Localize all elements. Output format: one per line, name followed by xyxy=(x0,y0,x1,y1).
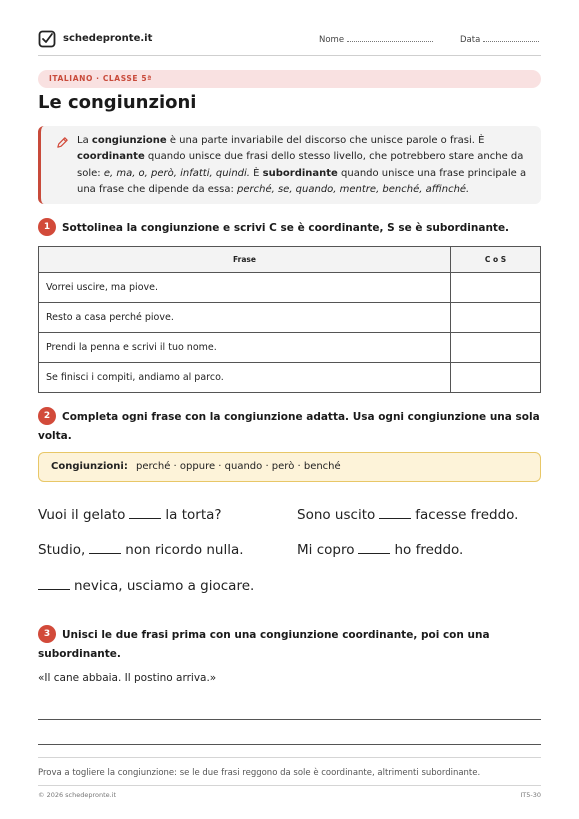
fill-sentence xyxy=(297,507,518,523)
word-bank-words: perché · oppure · quando · però · benché xyxy=(136,461,341,472)
date-line xyxy=(483,34,539,42)
sentence-cell: Vorrei uscire, ma piove. xyxy=(39,273,451,303)
exercise-instruction: Sottolinea la congiunzione e scrivi C se è coordinante, S se è subordinante. xyxy=(62,222,510,234)
exercise-3-heading xyxy=(38,626,541,666)
date-field[interactable] xyxy=(460,34,539,45)
blank-line[interactable] xyxy=(89,544,121,554)
sentence-end: ho freddo. xyxy=(394,542,464,558)
term-coordinante: coordinante xyxy=(77,151,145,163)
divider xyxy=(38,757,541,758)
exercise-2-heading xyxy=(38,408,541,448)
answer-cell[interactable] xyxy=(451,303,541,333)
sentence-start: Mi copro xyxy=(297,542,355,558)
intro-part: La xyxy=(77,135,92,146)
column-header-c-o-s: C o S xyxy=(451,247,541,273)
answer-line[interactable] xyxy=(38,719,541,720)
sentences-to-join: «Il cane abbaia. Il postino arriva.» xyxy=(38,672,217,684)
intro-part: È xyxy=(249,167,263,179)
name-field[interactable] xyxy=(319,34,433,45)
intro-part: quando unisce due frasi dello stesso livello, che potrebbero stare anche da sole: xyxy=(77,151,524,179)
exercise-number: 1 xyxy=(38,218,56,236)
pencil-icon xyxy=(56,136,69,149)
fill-sentence xyxy=(38,542,244,558)
answer-cell[interactable] xyxy=(451,363,541,393)
sentence-end: facesse freddo. xyxy=(415,507,519,523)
intro-part: quando unisce una frase principale a una frase che dipende da essa: xyxy=(77,167,527,195)
divider xyxy=(38,785,541,786)
blank-line[interactable] xyxy=(129,509,161,519)
sentence-start: Sono uscito xyxy=(297,507,376,523)
sentence-cell: Resto a casa perché piove. xyxy=(39,303,451,333)
answer-line[interactable] xyxy=(38,744,541,745)
footer-code: IT5-30 xyxy=(520,791,541,799)
table-row xyxy=(39,273,541,303)
intro-text xyxy=(77,133,537,198)
exercise-number: 3 xyxy=(38,625,56,643)
sentence-start: Vuoi il gelato xyxy=(38,507,126,523)
intro-box xyxy=(38,126,541,204)
sentence-cell: Prendi la penna e scrivi il tuo nome. xyxy=(39,333,451,363)
blank-line[interactable] xyxy=(379,509,411,519)
hint-text: Prova a togliere la congiunzione: se le due frasi reggono da sole è coordinante, altrimenti subordinante. xyxy=(38,768,481,778)
exercise-instruction: Completa ogni frase con la congiunzione adatta. Usa ogni congiunzione una sola volta. xyxy=(38,411,540,442)
exercise-number: 2 xyxy=(38,407,56,425)
sentence-start: Studio, xyxy=(38,542,86,558)
exercise-1-heading xyxy=(38,219,541,238)
term-congiunzione: congiunzione xyxy=(91,135,167,146)
date-label: Data xyxy=(460,35,481,45)
word-bank xyxy=(38,452,541,482)
sentence-end: la torta? xyxy=(165,507,222,523)
checkbox-doc-icon xyxy=(38,30,56,48)
page-title: Le congiunzioni xyxy=(38,92,197,113)
answer-cell[interactable] xyxy=(451,333,541,363)
fill-sentence xyxy=(34,578,254,594)
fill-sentence xyxy=(38,507,222,523)
table-header-row xyxy=(39,247,541,273)
subject-pill xyxy=(38,70,541,88)
exercise-instruction: Unisci le due frasi prima con una congiunzione coordinante, poi con una subordinante. xyxy=(38,629,490,660)
table-row xyxy=(39,363,541,393)
page-header xyxy=(38,30,541,56)
sentence-cell: Se finisci i compiti, andiamo al parco. xyxy=(39,363,451,393)
subject-label: ITALIANO · CLASSE 5ª xyxy=(49,74,152,83)
examples-coordinanti: e, ma, o, però, infatti, quindi. xyxy=(103,167,250,179)
intro-part: è una parte invariabile del discorso che unisce parole o frasi. È xyxy=(166,135,485,146)
sentence-end: non ricordo nulla. xyxy=(125,542,244,558)
column-header-frase: Frase xyxy=(39,247,451,273)
blank-line[interactable] xyxy=(358,544,390,554)
brand-name: schedepronte.it xyxy=(63,33,153,44)
blank-line[interactable] xyxy=(38,580,70,590)
fill-sentence xyxy=(297,542,463,558)
term-subordinante: subordinante xyxy=(262,167,338,179)
table-row xyxy=(39,303,541,333)
classification-table xyxy=(38,246,541,393)
sentence-end: nevica, usciamo a giocare. xyxy=(74,578,255,594)
examples-subordinanti: perché, se, quando, mentre, benché, affinché. xyxy=(237,183,470,195)
word-bank-label: Congiunzioni: xyxy=(51,461,128,472)
name-line xyxy=(347,34,433,42)
name-label: Nome xyxy=(319,35,345,45)
table-row xyxy=(39,333,541,363)
answer-cell[interactable] xyxy=(451,273,541,303)
footer-copyright: © 2026 schedepronte.it xyxy=(38,791,117,799)
